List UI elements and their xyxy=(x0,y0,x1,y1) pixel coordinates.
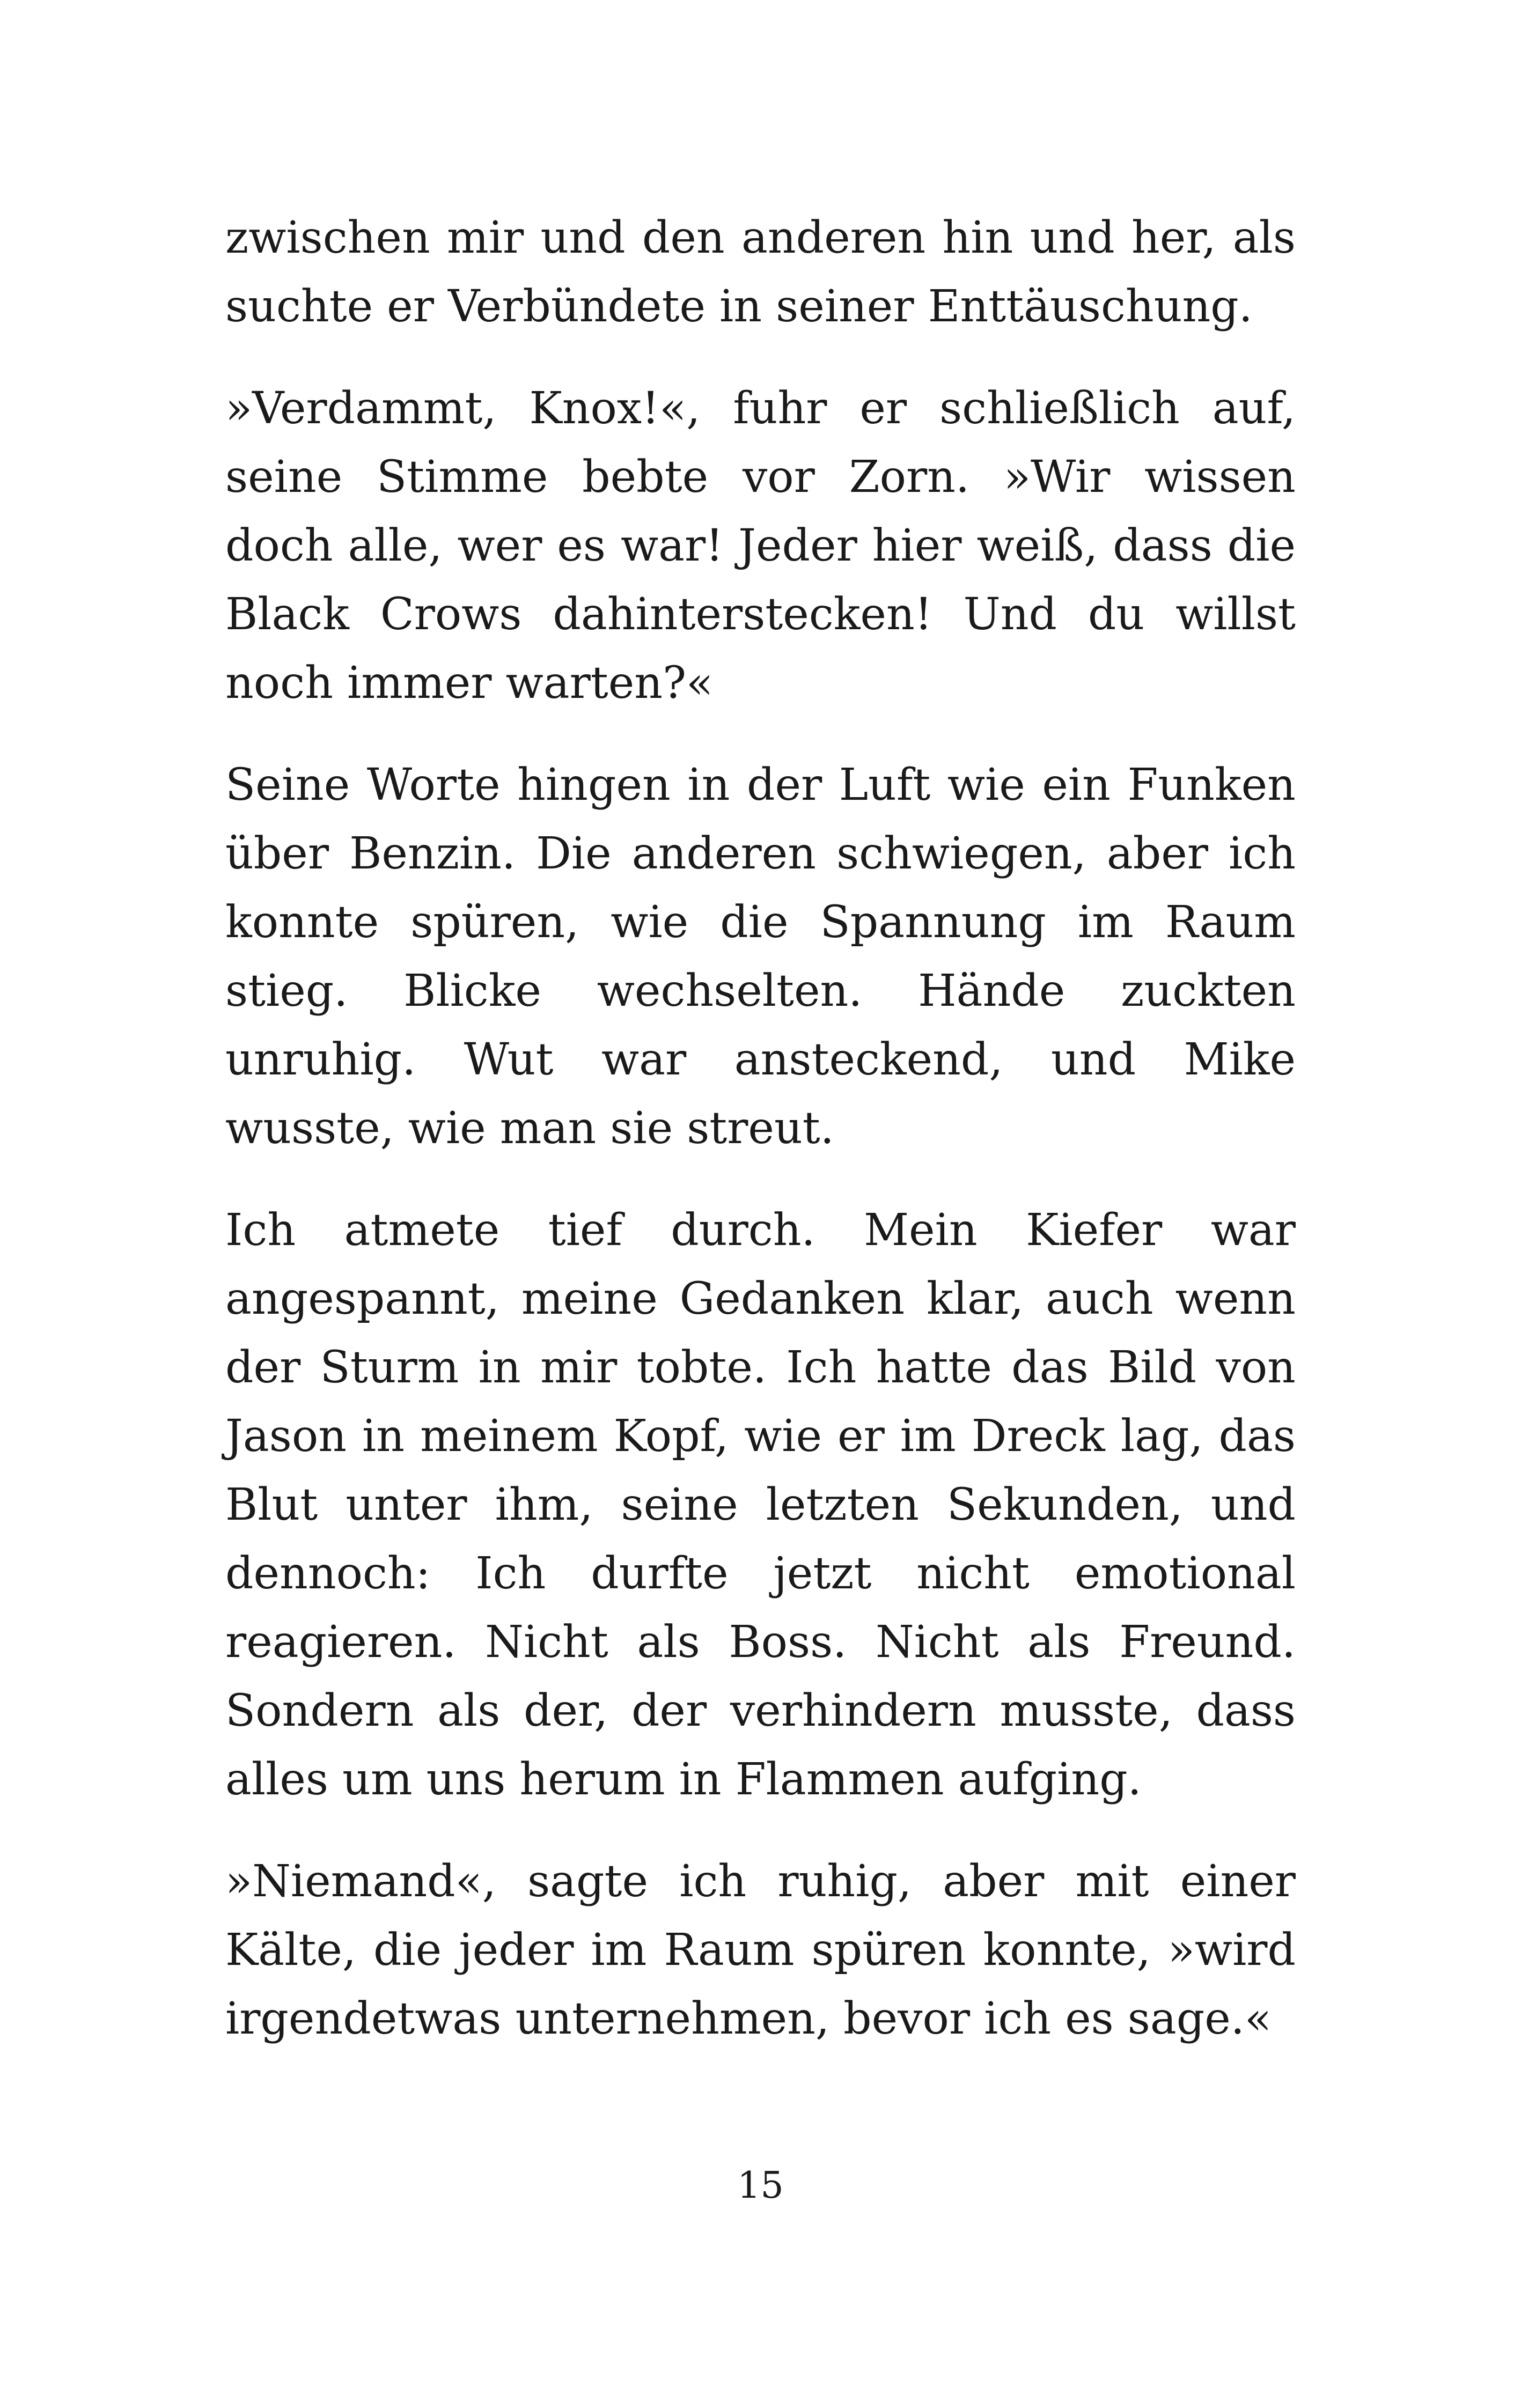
body-text xyxy=(225,204,1296,2087)
paragraph-5: »Niemand«, sagte ich ruhig, aber mit einer Kälte, die jeder im Raum spüren konnte, »wird irgendetwas unternehmen, bevor ich es sage.« xyxy=(225,1856,1296,2044)
page-number: 15 xyxy=(737,2164,784,2207)
paragraph-1: zwischen mir und den anderen hin und her, als suchte er Verbündete in seiner Enttäuschung. xyxy=(225,212,1296,332)
paragraph-3: Seine Worte hingen in der Luft wie ein Funken über Benzin. Die anderen schwiegen, aber ich konnte spüren, wie die Spannung im Raum stieg. Blicke wechselten. Hände zuckten unruhig. Wut war ansteckend, und Mike wusste, wie man sie streut. xyxy=(225,760,1296,1154)
paragraph-2: »Verdammt, Knox!«, fuhr er schließlich auf, seine Stimme bebte vor Zorn. »Wir wissen doch alle, wer es war! Jeder hier weiß, dass die Black Crows dahinterstecken! Und du willst noch immer warten?« xyxy=(225,383,1296,709)
paragraph-4: Ich atmete tief durch. Mein Kiefer war angespannt, meine Gedanken klar, auch wenn der Sturm in mir tobte. Ich hatte das Bild von Jason in meinem Kopf, wie er im Dreck lag, das Blut unter ihm, seine letzten Sekunden, und dennoch: Ich durfte jetzt nicht emotional reagieren. Nicht als Boss. Nicht als Freund. Sondern als der, der verhindern musste, dass alles um uns herum in Flammen aufging. xyxy=(225,1205,1296,1805)
